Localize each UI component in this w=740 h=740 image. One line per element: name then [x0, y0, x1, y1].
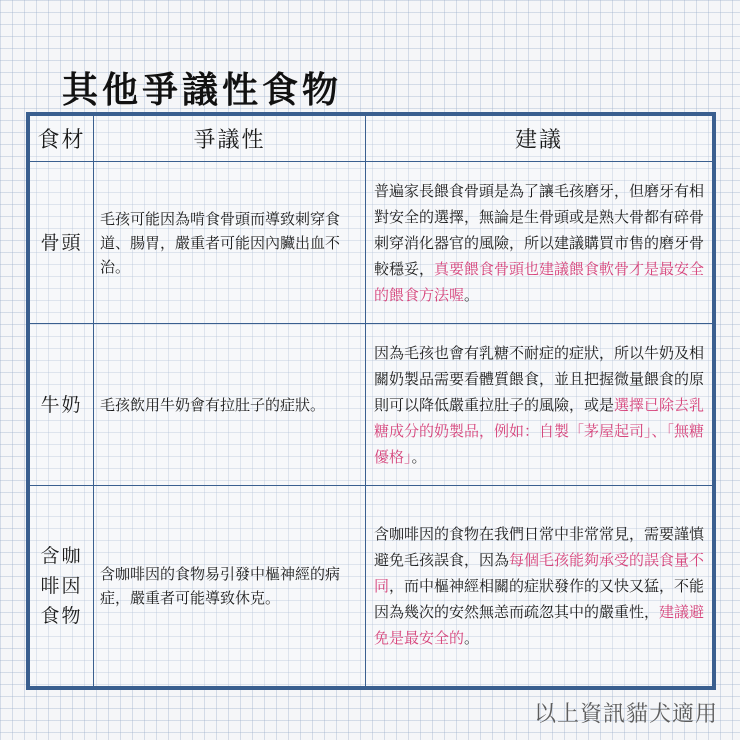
food-table [26, 112, 716, 690]
header-advice: 建議 [366, 116, 713, 162]
advice-end: 。 [411, 447, 427, 466]
table-header-row [30, 116, 713, 162]
advice-highlight: 真要餵食骨頭也建議餵食軟骨才是最安全的餵食方法喔 [374, 259, 705, 304]
advice-highlight: 每個毛孩能夠承受的誤食量不同 [374, 551, 705, 595]
food-label-line: 含咖 [40, 545, 83, 567]
advice-highlight: 選擇已除去乳糖成分的奶製品，例如：自製「茅屋起司」、「無糖優格」 [374, 395, 705, 466]
advice-highlight-2: 建議避免是最安全的 [374, 603, 705, 647]
page-title: 其他爭議性食物 [62, 70, 343, 111]
food-cell: 牛奶 [30, 324, 94, 486]
advice-text-mid: ，而中樞神經相關的症狀發作的又快又猛，不能因為幾次的安然無恙而疏忽其中的嚴重性， [374, 577, 705, 621]
issue-cell: 含咖啡因的食物易引發中樞神經的病症，嚴重者可能導致休克。 [94, 486, 366, 687]
table-row [30, 324, 713, 486]
advice-text: 普遍家長餵食骨頭是為了讓毛孩磨牙，但磨牙有相對安全的選擇，無論是生骨頭或是熟大骨都有碎骨刺穿消化器官的風險，所以建議購買市售的磨牙骨較穩妥， [374, 181, 705, 278]
advice-cell [366, 162, 713, 324]
advice-end: 。 [464, 629, 480, 647]
advice-text: 因為毛孩也會有乳糖不耐症的症狀，所以牛奶及相關奶製品需要看體質餵食，並且把握微量餵食的原則可以降低嚴重拉肚子的風險，或是 [374, 343, 705, 414]
food-cell: 骨頭 [30, 162, 94, 324]
header-issue: 爭議性 [94, 116, 366, 162]
food-cell [30, 486, 94, 687]
issue-cell: 毛孩飲用牛奶會有拉肚子的症狀。 [94, 324, 366, 486]
issue-cell: 毛孩可能因為啃食骨頭而導致刺穿食道、腸胃，嚴重者可能因內臟出血不治。 [94, 162, 366, 324]
header-food: 食材 [30, 116, 94, 162]
food-label-line: 啡因 [40, 575, 83, 597]
advice-end: 。 [464, 285, 480, 304]
advice-cell [366, 486, 713, 687]
table-row [30, 162, 713, 324]
food-label-line: 食物 [40, 605, 83, 627]
table-row [30, 486, 713, 687]
advice-text: 含咖啡因的食物在我們日常中非常常見，需要謹慎避免毛孩誤食，因為 [374, 525, 705, 569]
advice-cell [366, 324, 713, 486]
footer-note: 以上資訊貓犬適用 [533, 702, 718, 727]
